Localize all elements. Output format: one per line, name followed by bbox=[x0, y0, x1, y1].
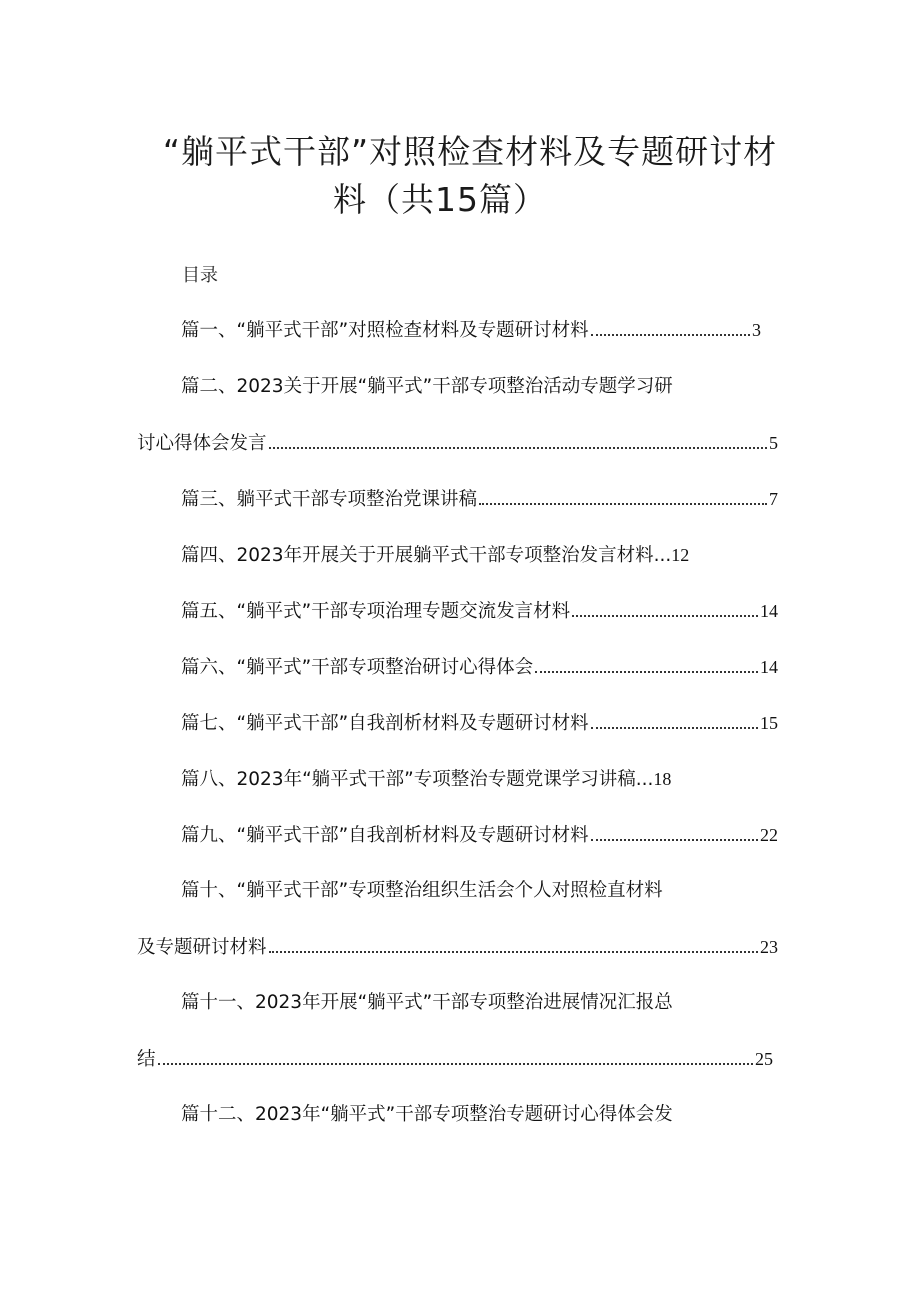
toc-entry-text: 结 bbox=[137, 1049, 156, 1070]
toc-entry-page: 3 bbox=[752, 320, 761, 340]
toc-entry-8[interactable] bbox=[181, 765, 671, 794]
toc-entry-text: 篇二、2023关于开展“躺平式”干部专项整治活动专题学习研 bbox=[181, 376, 673, 397]
toc-entry-page: 7 bbox=[769, 489, 778, 509]
toc-leader-dots bbox=[269, 445, 767, 449]
toc-entry-text: 篇十一、2023年开展“躺平式”干部专项整治进展情况汇报总 bbox=[181, 992, 673, 1013]
toc-entry-page: 5 bbox=[769, 433, 778, 453]
toc-entry-text: 篇十二、2023年“躺平式”干部专项整治专题研讨心得体会发 bbox=[181, 1104, 673, 1125]
toc-entry-page: 22 bbox=[760, 825, 778, 845]
toc-entry-7[interactable] bbox=[181, 709, 778, 738]
toc-entry-page: 23 bbox=[760, 937, 778, 957]
toc-entry-text: 篇六、“躺平式”干部专项整治研讨心得体会 bbox=[181, 657, 534, 678]
title-line-1: “躺平式干部”对照检查材料及专题研讨材 bbox=[162, 132, 778, 171]
toc-leader-dots bbox=[591, 837, 758, 841]
document-title bbox=[150, 128, 790, 224]
toc-entry-page: 25 bbox=[755, 1049, 773, 1069]
title-line-2: 料（共15篇） bbox=[333, 180, 547, 219]
toc-leader-dots bbox=[479, 501, 767, 505]
toc-entry-page: 12 bbox=[671, 545, 690, 565]
toc-entry-3[interactable] bbox=[181, 485, 778, 514]
toc-heading: 目录 bbox=[182, 265, 218, 286]
toc-entry-text: 篇九、“躺平式干部”自我剖析材料及专题研讨材料 bbox=[181, 825, 589, 846]
toc-entry-text: 篇三、躺平式干部专项整治党课讲稿 bbox=[181, 489, 478, 510]
toc-entry-text: 篇七、“躺平式干部”自我剖析材料及专题研讨材料 bbox=[181, 713, 589, 734]
toc-entry-text: 讨心得体会发言 bbox=[137, 433, 267, 454]
toc-leader-dots bbox=[572, 613, 758, 617]
toc-entry-11[interactable] bbox=[181, 989, 673, 1017]
toc-entry-text: 篇八、2023年“躺平式干部”专项整治专题党课学习讲稿... bbox=[181, 769, 654, 790]
toc-entry-10-continued[interactable] bbox=[137, 933, 778, 962]
toc-entry-page: 14 bbox=[760, 657, 778, 677]
toc-entry-page: 18 bbox=[653, 769, 672, 789]
toc-entry-page: 14 bbox=[760, 601, 778, 621]
toc-entry-text: 篇四、2023年开展关于开展躺平式干部专项整治发言材料... bbox=[181, 545, 672, 566]
toc-entry-12[interactable] bbox=[181, 1101, 673, 1129]
toc-entry-9[interactable] bbox=[181, 821, 778, 850]
toc-entry-1[interactable] bbox=[181, 316, 761, 345]
toc-entry-2-continued[interactable] bbox=[137, 429, 778, 458]
toc-leader-dots bbox=[535, 669, 758, 673]
toc-entry-text: 篇五、“躺平式”干部专项治理专题交流发言材料 bbox=[181, 601, 571, 622]
toc-leader-dots bbox=[158, 1061, 753, 1065]
toc-entry-5[interactable] bbox=[181, 597, 778, 626]
toc-leader-dots bbox=[591, 725, 758, 729]
toc-entry-page: 15 bbox=[760, 713, 778, 733]
toc-entry-text: 及专题研讨材料 bbox=[137, 937, 267, 958]
toc-entry-text: 篇一、“躺平式干部”对照检查材料及专题研讨材料 bbox=[181, 320, 589, 341]
toc-entry-text: 篇十、“躺平式干部”专项整治组织生活会个人对照检直材料 bbox=[181, 880, 663, 901]
toc-leader-dots bbox=[269, 949, 758, 953]
toc-entry-6[interactable] bbox=[181, 653, 778, 682]
toc-entry-4[interactable] bbox=[181, 541, 689, 570]
toc-entry-11-continued[interactable] bbox=[137, 1045, 773, 1074]
toc-entry-2[interactable] bbox=[181, 373, 673, 401]
toc-leader-dots bbox=[591, 332, 750, 336]
toc-entry-10[interactable] bbox=[181, 877, 663, 905]
